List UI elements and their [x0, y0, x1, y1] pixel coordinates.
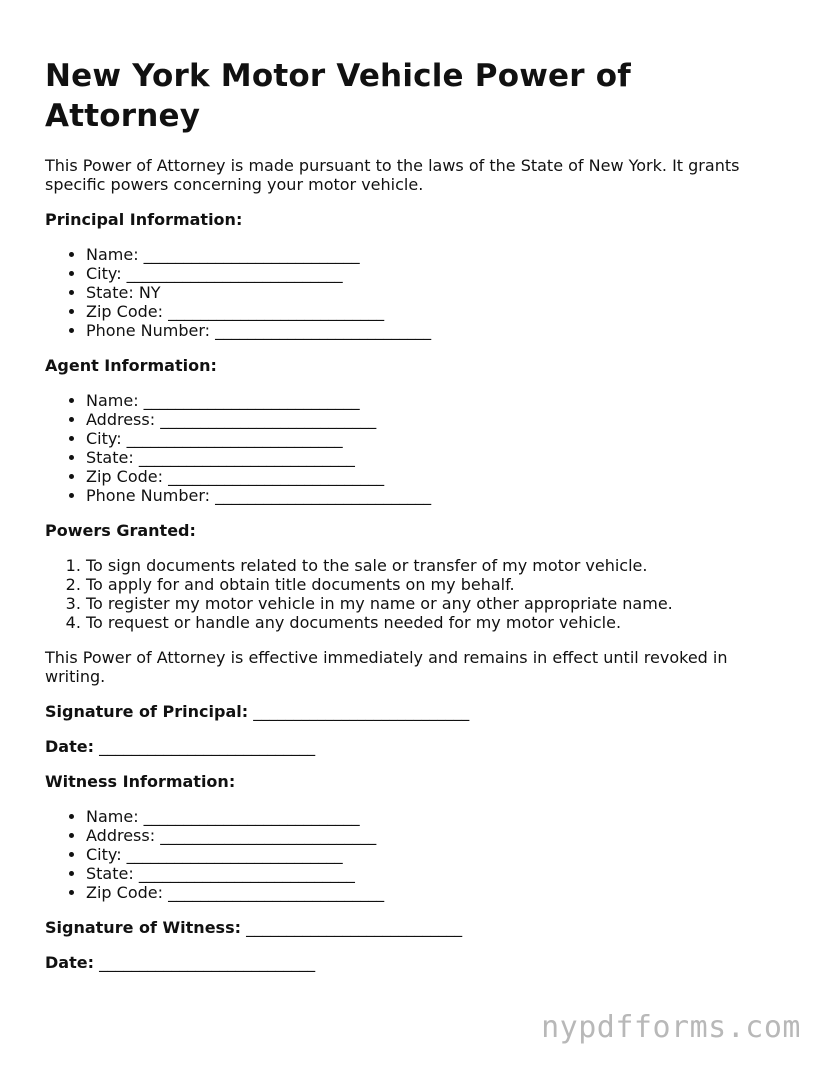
agent-phone-field: • Phone Number: ___________________________ — [86, 486, 785, 505]
intro-paragraph: This Power of Attorney is made pursuant to the laws of the State of New York. It grants specific powers concerning your motor vehicle. — [45, 156, 740, 194]
witness-heading: Witness Information: — [45, 772, 236, 791]
witness-date-blank: ___________________________ — [99, 953, 316, 972]
document-page — [45, 56, 785, 988]
agent-name-field: • Name: ___________________________ — [86, 391, 785, 410]
power-item: 3. To register my motor vehicle in my name or any other appropriate name. — [86, 594, 785, 613]
principal-city-field: • City: ___________________________ — [86, 264, 785, 283]
effective-paragraph: This Power of Attorney is effective immediately and remains in effect until revoked in writing. — [45, 648, 728, 686]
principal-signature-blank: ___________________________ — [253, 702, 470, 721]
witness-state-field: • State: ___________________________ — [86, 864, 785, 883]
witness-name-field: • Name: ___________________________ — [86, 807, 785, 826]
witness-signature-line — [45, 918, 785, 937]
witness-list — [45, 807, 785, 902]
principal-date-line — [45, 737, 785, 756]
powers-heading: Powers Granted: — [45, 521, 196, 540]
document-title: New York Motor Vehicle Power of Attorney — [45, 58, 631, 134]
principal-phone-field: • Phone Number: ___________________________ — [86, 321, 785, 340]
agent-heading: Agent Information: — [45, 356, 217, 375]
principal-signature-line — [45, 702, 785, 721]
witness-date-label: Date: — [45, 953, 94, 972]
powers-list — [45, 556, 785, 632]
principal-date-blank: ___________________________ — [99, 737, 316, 756]
principal-date-label: Date: — [45, 737, 94, 756]
power-item: 2. To apply for and obtain title documents on my behalf. — [86, 575, 785, 594]
watermark-logo: nypdfforms.com — [541, 1010, 801, 1045]
witness-signature-label: Signature of Witness: — [45, 918, 241, 937]
agent-zip-field: • Zip Code: ___________________________ — [86, 467, 785, 486]
power-item: 4. To request or handle any documents needed for my motor vehicle. — [86, 613, 785, 632]
agent-state-field: • State: ___________________________ — [86, 448, 785, 467]
agent-address-field: • Address: ___________________________ — [86, 410, 785, 429]
principal-list — [45, 245, 785, 340]
principal-name-field: • Name: ___________________________ — [86, 245, 785, 264]
power-item: 1. To sign documents related to the sale or transfer of my motor vehicle. — [86, 556, 785, 575]
agent-city-field: • City: ___________________________ — [86, 429, 785, 448]
witness-signature-blank: ___________________________ — [246, 918, 463, 937]
principal-signature-label: Signature of Principal: — [45, 702, 249, 721]
witness-zip-field: • Zip Code: ___________________________ — [86, 883, 785, 902]
principal-state-field: • State: NY — [86, 283, 785, 302]
witness-address-field: • Address: ___________________________ — [86, 826, 785, 845]
agent-list — [45, 391, 785, 505]
principal-heading: Principal Information: — [45, 210, 243, 229]
witness-date-line — [45, 953, 785, 972]
witness-city-field: • City: ___________________________ — [86, 845, 785, 864]
principal-zip-field: • Zip Code: ___________________________ — [86, 302, 785, 321]
